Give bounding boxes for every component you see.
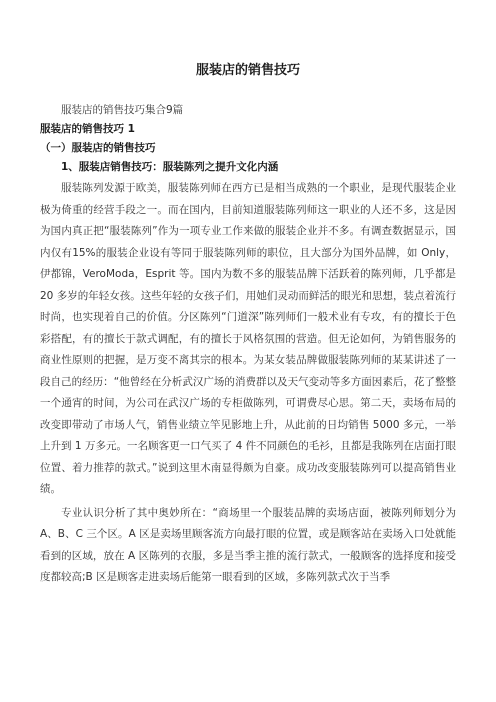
paragraph: 服装陈列发源于欧美，服装陈列师在西方已是相当成熟的一个职业，是现代服装企业极为倚重的经营手段之一。而在国内，目前知道服装陈列师这一职业的人还不多，这是因为国内真正把“服装陈列”作为一项专业工作来做的服装企业并不多。有调查数据显示，国内仅有15%的服装企业设有等同于服装陈列师的职位，且大部分为国外品牌，如 Only，伊都锦，VeroModa，Esprit 等。国内为数不多的服装品牌下活跃着的陈列师，几乎都是 20 多岁的年轻女孩。这些年轻的女孩子们，用她们灵动而鲜活的眼光和思想，装点着流行时尚，也实现着自己的价值。分区陈列“门道深”陈列师们一般术业有专攻，有的擅长于色彩搭配，有的擅长于款式调配，有的擅长于风格氛围的营造。但无论如何，为销售服务的商业性原则的把握，是万变不离其宗的根本。为某女装品牌做服装陈列师的某某讲述了一段自己的经历：“他曾经在分析武汉广场的消费群以及天气变动等多方面因素后，花了整整一个通宵的时间，为公司在武汉广场的专柜做陈列，可谓费尽心思。第二天，卖场布局的改变即带动了市场人气，销售业绩立竿见影地上升，从此前的日均销售 5000 多元，一举上升到 1 万多元。一名顾客更一口气买了 4 件不同颜色的毛衫，且都是我陈列在店面打眼位置、着力推荐的款式。”说到这里木南显得颇为自豪。成功改变服装陈列可以提高销售业绩。 [40, 182, 456, 495]
subsection-heading: （一）服装店的销售技巧 [40, 142, 156, 154]
body-text [40, 178, 456, 589]
section-heading: 服装店的销售技巧 1 [40, 123, 135, 135]
document-subtitle: 服装店的销售技巧集合9篇 [61, 104, 184, 116]
paragraph: 专业认识分析了其中奥妙所在：“商场里一个服装品牌的卖场店面，被陈列师划分为 A、B、C 三个区。A 区是卖场里顾客流方向最打眼的位置，或是顾客站在卖场入口处就能看到的区域，放在 A 区陈列的衣服，多是当季主推的流行款式，一般顾客的选择度和接受度都较高;B 区是顾客走进卖场后能第一眼看到的区域，多陈列款式次于当季 [40, 506, 456, 583]
topic-heading: 1、服装店销售技巧：服装陈列之提升文化内涵 [61, 161, 279, 173]
document-title: 服装店的销售技巧 [195, 63, 300, 78]
